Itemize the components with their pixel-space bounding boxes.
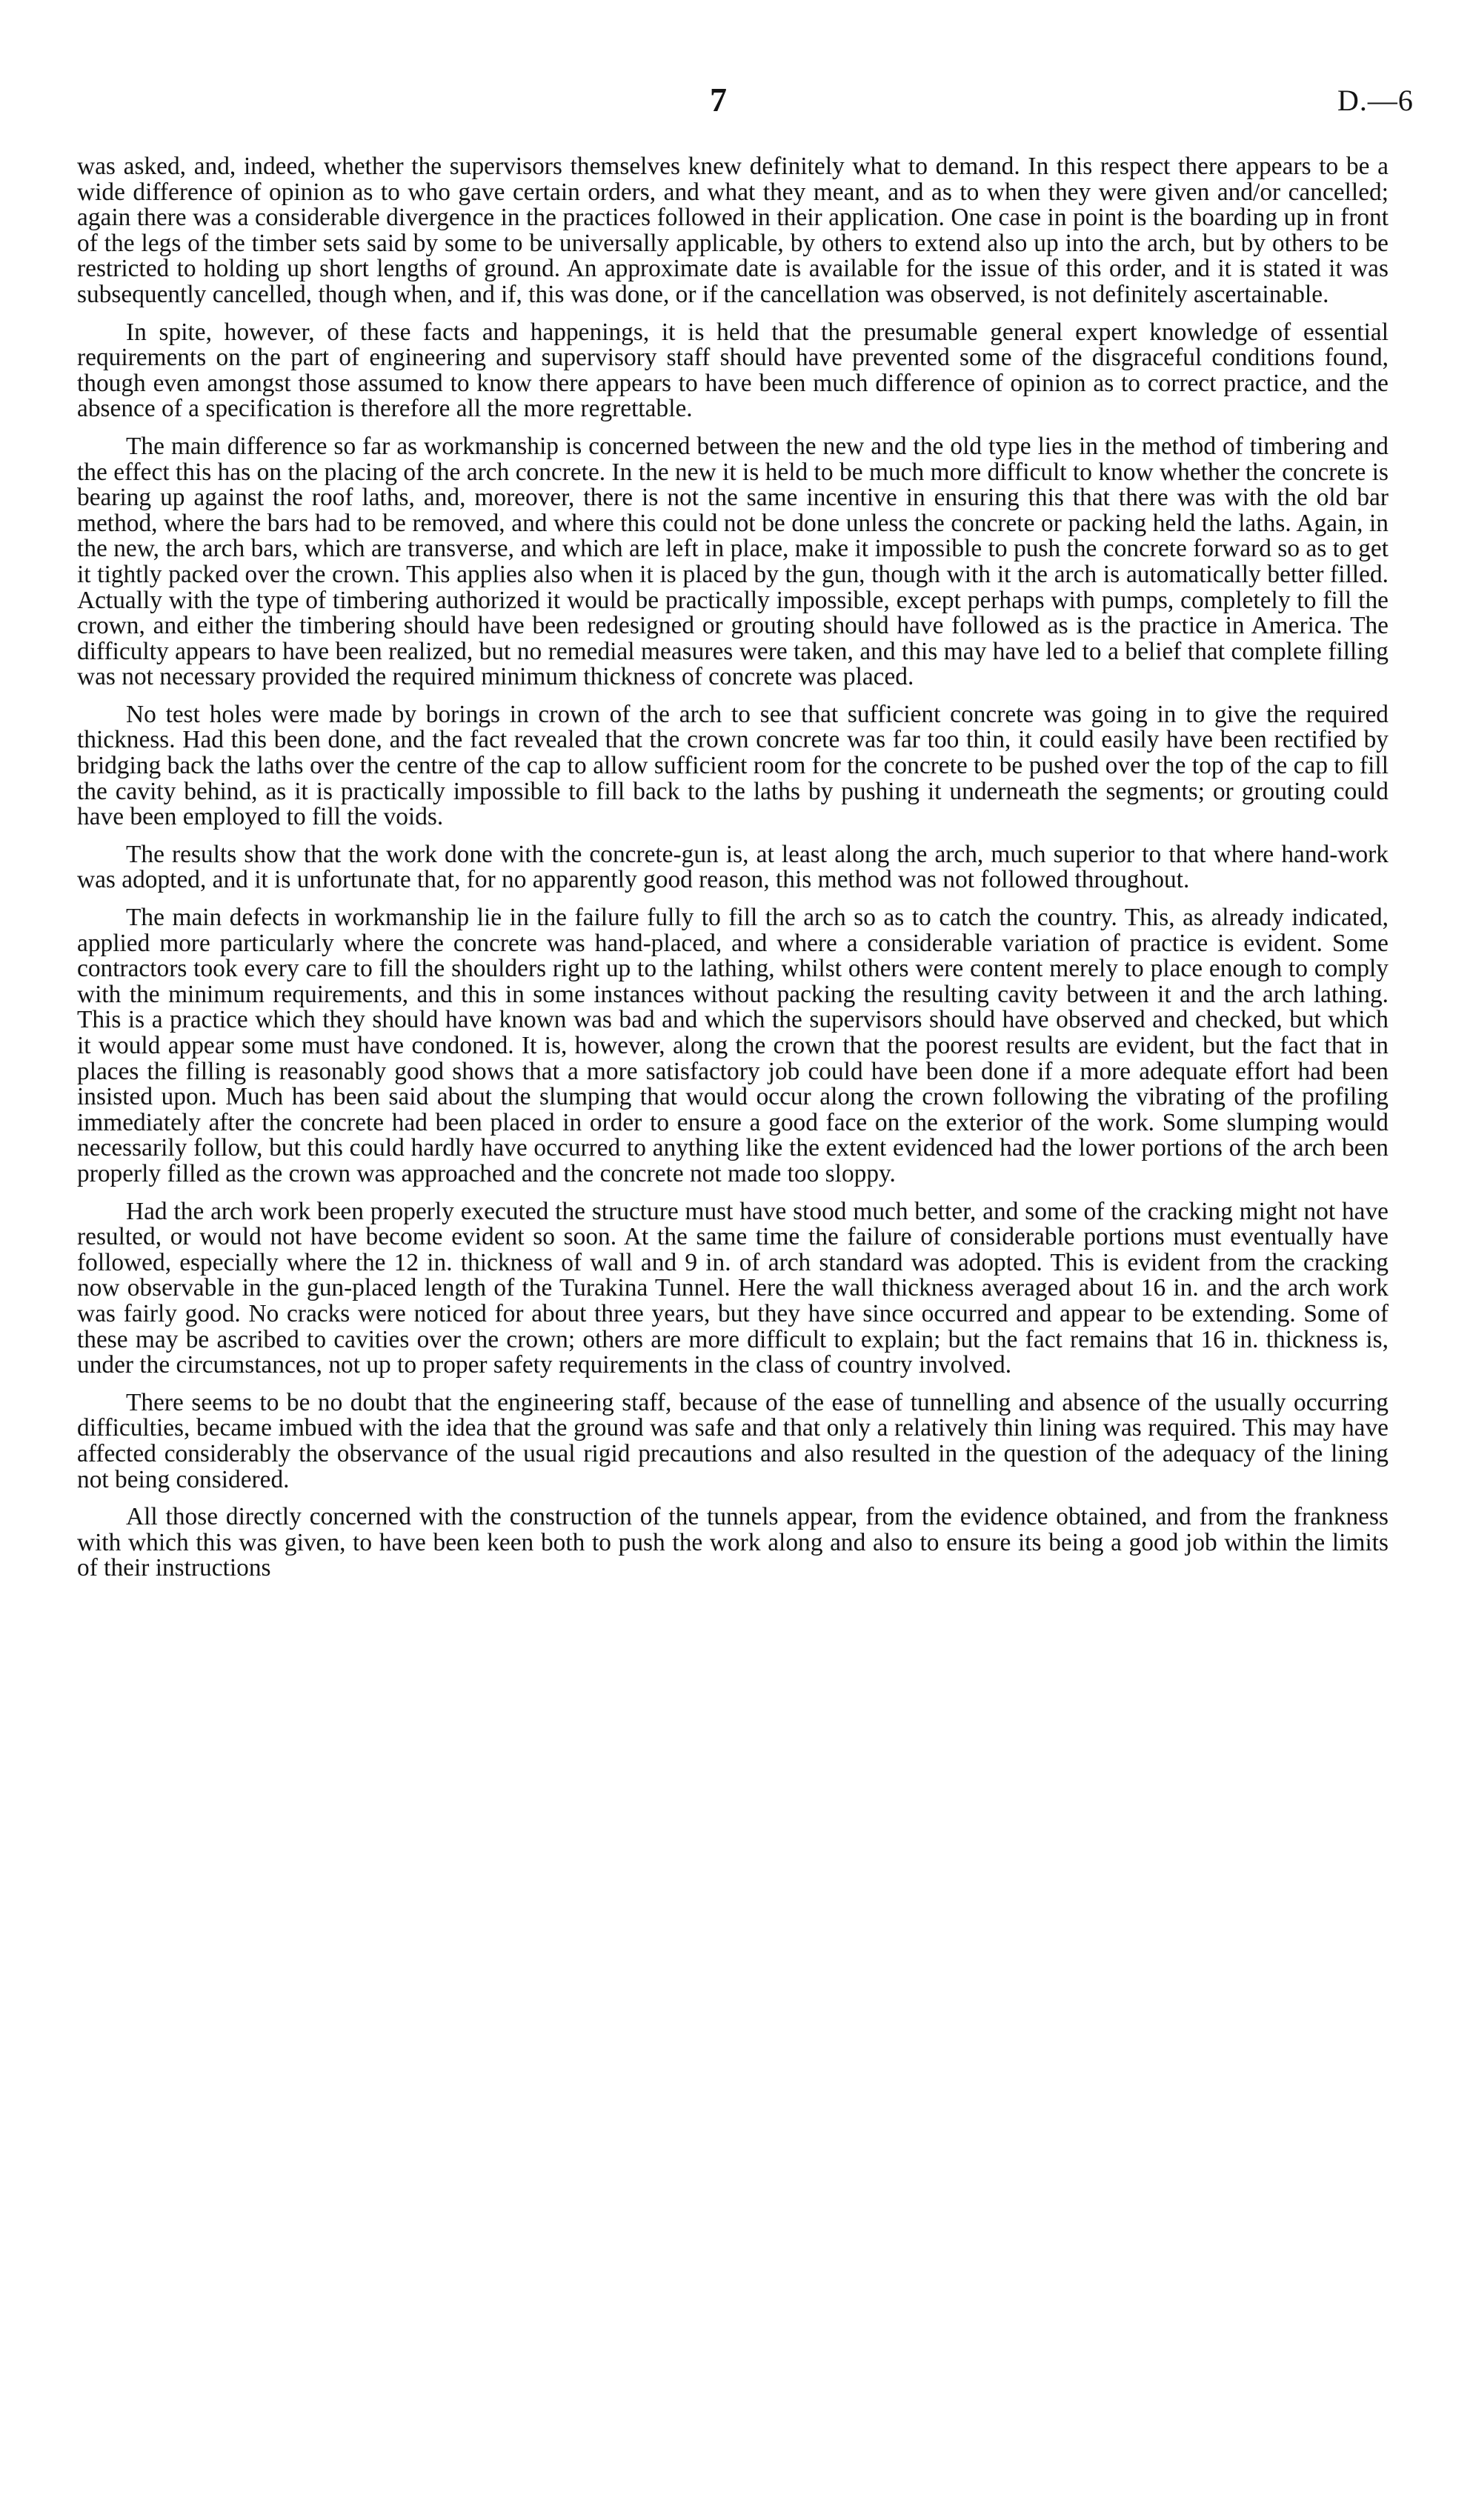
page-number: 7: [710, 81, 727, 119]
paragraph-concrete-gun: The results show that the work done with the concrete-gun is, at least along the arch, much superior to that where hand-work was adopted, and it is unfortunate that, for no apparently good reason, this method was not followed throughout.: [77, 840, 1388, 894]
paragraph-expert-knowledge: In spite, however, of these facts and happenings, it is held that the presumable general expert knowledge of essential requirements on the part of engineering and supervisory staff should have prevented some of the disgraceful conditions found, though even amongst those assumed to know there appears to have been much difference of opinion as to correct practice, and the absence of a specification is therefore all the more regrettable.: [77, 318, 1388, 423]
paragraph-engineering-staff: There seems to be no doubt that the engineering staff, because of the ease of tunnelling and absence of the usually occurring difficulties, became imbued with the idea that the ground was safe and that only a relatively thin lining was required. This may have affected considerably the observance of the usual rigid precautions and also resulted in the question of the adequacy of the lining not being considered.: [77, 1388, 1388, 1493]
paragraph-arch-work: Had the arch work been properly executed the structure must have stood much better, and some of the cracking might not have resulted, or would not have become evident so soon. At the same time the failure of considerable portions must eventually have followed, especially where the 12 in. thickness of wall and 9 in. of arch standard was adopted. This is evident from the cracking now observable in the gun-placed length of the Turakina Tunnel. Here the wall thickness averaged about 16 in. and the arch work was fairly good. No cracks were noticed for about three years, but they have since occurred and appear to be extending. Some of these may be ascribed to cavities over the crown; others are more difficult to explain; but the fact remains that 16 in. thickness is, under the circumstances, not up to proper safety requirements in the class of country involved.: [77, 1197, 1388, 1379]
paragraph-construction-staff: All those directly concerned with the construction of the tunnels appear, from the evidence obtained, and from the frankness with which this was given, to have been keen both to push the work along and also to ensure its being a good job within the limits of their instructions: [77, 1503, 1388, 1582]
body-text: [77, 154, 1388, 1593]
paragraph-timbering-method: The main difference so far as workmanship is concerned between the new and the old type lies in the method of timbering and the effect this has on the placing of the arch concrete. In the new it is held to be much more difficult to know whether the concrete is bearing up against the roof laths, and, moreover, there is not the same incentive in ensuring this that there was with the old bar method, where the bars had to be removed, and where this could not be done unless the concrete or packing held the laths. Again, in the new, the arch bars, which are transverse, and which are left in place, make it impossible to push the concrete forward so as to get it tightly packed over the crown. This applies also when it is placed by the gun, though with it the arch is automatically better filled. Actually with the type of timbering authorized it would be practically impossible, except perhaps with pumps, completely to fill the crown, and either the timbering should have been redesigned or grouting should have followed as is the practice in America. The difficulty appears to have been realized, but no remedial measures were taken, and this may have led to a belief that complete filling was not necessary provided the required minimum thickness of concrete was placed.: [77, 432, 1388, 691]
paragraph-continuation: was asked, and, indeed, whether the supervisors themselves knew definitely what to demand. In this respect there appears to be a wide difference of opinion as to who gave certain orders, and what they meant, and as to when they were given and/or cancelled; again there was a considerable divergence in the practices followed in their application. One case in point is the boarding up in front of the legs of the timber sets said by some to be universally applicable, by others to extend also up into the arch, but by others to be restricted to holding up short lengths of ground. An approximate date is available for the issue of this order, and it is stated it was subsequently cancelled, though when, and if, this was done, or if the cancellation was observed, is not definitely ascertainable.: [77, 153, 1388, 308]
paragraph-workmanship-defects: The main defects in workmanship lie in the failure fully to fill the arch so as to catch the country. This, as already indicated, applied more particularly where the concrete was hand-placed, and where a considerable variation of practice is evident. Some contractors took every care to fill the shoulders right up to the lathing, whilst others were content merely to place enough to comply with the minimum requirements, and this in some instances without packing the resulting cavity between it and the arch lathing. This is a practice which they should have known was bad and which the supervisors should have observed and checked, but which it would appear some must have condoned. It is, however, along the crown that the poorest results are evident, but the fact that in places the filling is reasonably good shows that a more satisfactory job could have been done if a more adequate effort had been insisted upon. Much has been said about the slumping that would occur along the crown following the vibrating of the profiling immediately after the concrete had been placed in order to ensure a good face on the exterior of the work. Some slumping would necessarily follow, but this could hardly have occurred to anything like the extent evidenced had the lower portions of the arch been properly filled as the crown was approached and the concrete not made too sloppy.: [77, 904, 1388, 1187]
document-code: D.—6: [1337, 84, 1414, 117]
paragraph-test-holes: No test holes were made by borings in crown of the arch to see that sufficient concrete was going in to give the required thickness. Had this been done, and the fact revealed that the crown concrete was far too thin, it could easily have been rectified by bridging back the laths over the centre of the cap to allow sufficient room for the concrete to be pushed over the top of the cap to fill the cavity behind, as it is practically impossible to fill back to the laths by pushing it underneath the segments; or grouting could have been employed to fill the voids.: [77, 700, 1388, 831]
